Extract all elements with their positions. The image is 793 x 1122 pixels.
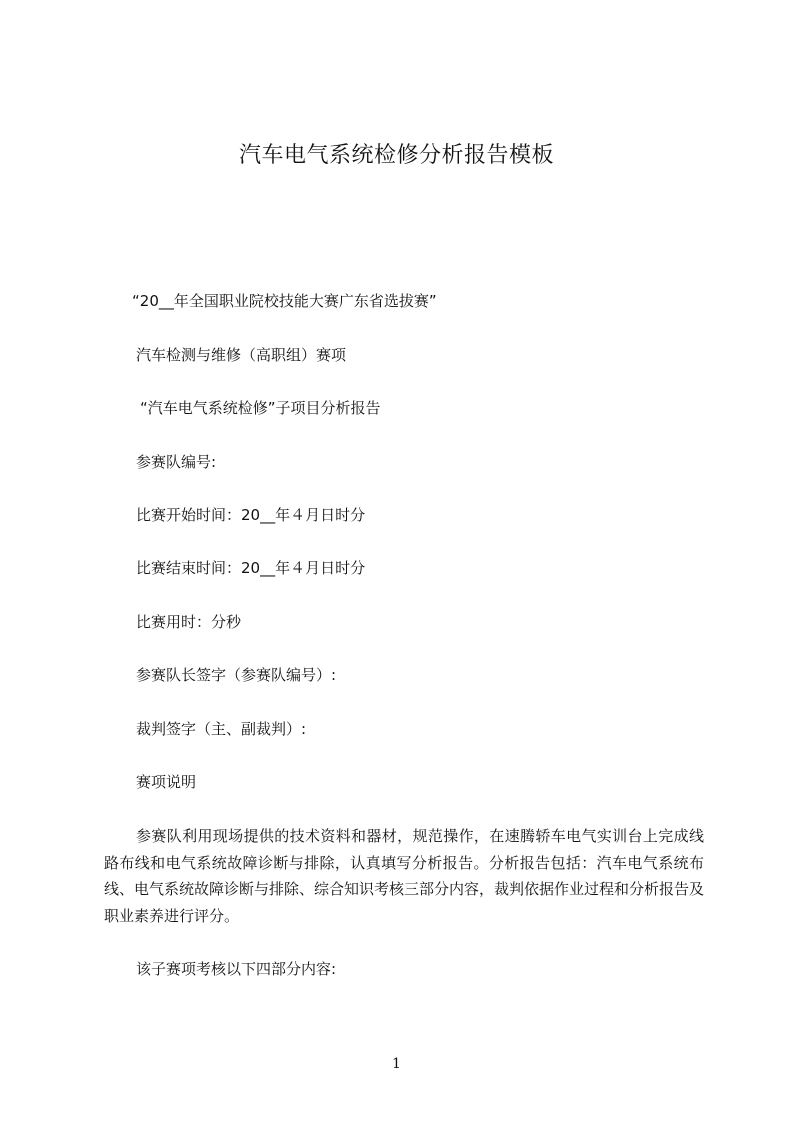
section-heading: 赛项说明 <box>136 773 197 791</box>
closing-line: 该子赛项考核以下四部分内容: <box>136 960 337 978</box>
team-number-line: 参赛队编号: <box>136 453 217 471</box>
end-time-line: 比赛结束时间：20__年４月日时分 <box>136 559 366 577</box>
document-title: 汽车电气系统检修分析报告模板 <box>238 143 554 168</box>
team-leader-signature-line: 参赛队长签字（参赛队编号）: <box>136 666 337 684</box>
start-time-line: 比赛开始时间：20__年４月日时分 <box>136 506 366 524</box>
page-number: 1 <box>392 1056 401 1072</box>
judge-signature-line: 裁判签字（主、副裁判）: <box>136 720 307 738</box>
competition-name-line: “20__年全国职业院校技能大赛广东省选拔赛” <box>132 292 437 310</box>
event-category-line: 汽车检测与维修（高职组）赛项 <box>136 346 347 364</box>
description-paragraph: 参赛队利用现场提供的技术资料和器材，规范操作，在速腾轿车电气实训台上完成线路布线和电气系统故障诊断与排除，认真填写分析报告。分析报告包括：汽车电气系统布线、电气系统故障诊断与排除、综合知识考核三部分内容，裁判依据作业过程和分析报告及职业素养进行评分。 <box>104 827 705 925</box>
duration-line: 比赛用时：分秒 <box>136 613 242 631</box>
report-subject-line: “汽车电气系统检修”子项目分析报告 <box>140 399 381 417</box>
